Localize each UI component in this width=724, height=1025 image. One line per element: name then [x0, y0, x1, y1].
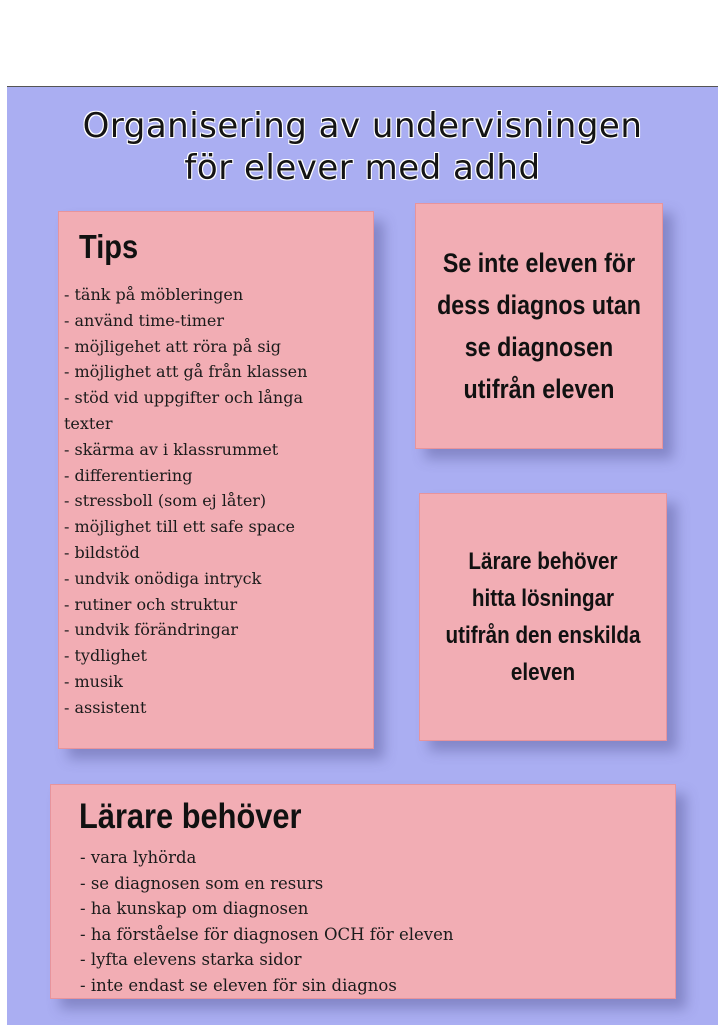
list-item: - möjligehet att röra på sig [64, 336, 281, 356]
list-item: - differentiering [64, 465, 193, 485]
tips-card [58, 211, 374, 749]
quote-text [437, 543, 649, 691]
teachers-card [50, 784, 676, 999]
quote-line: Se inte eleven för [442, 248, 636, 278]
title-line-1: Organisering av undervisningen [82, 106, 643, 146]
list-item: - möjlighet att gå från klassen [64, 362, 308, 382]
quote-text [433, 242, 645, 410]
list-item: - se diagnosen som en resurs [80, 873, 324, 893]
page-title [7, 105, 718, 189]
quote-line: hitta lösningar [471, 585, 615, 612]
list-item: - stöd vid uppgifter och långa [64, 388, 304, 408]
list-item: - använd time-timer [64, 310, 224, 330]
quote-card-solutions [419, 493, 667, 741]
poster [7, 86, 718, 1025]
list-item: - musik [64, 671, 123, 691]
title-line-2: för elever med adhd [184, 148, 541, 188]
quote-card-diagnosis [415, 203, 663, 449]
list-item: - bildstöd [64, 542, 140, 562]
quote-line: eleven [510, 659, 576, 686]
list-item: - ha förståelse för diagnosen OCH för eleven [80, 924, 454, 944]
list-item: - undvik onödiga intryck [64, 568, 262, 588]
list-item: - tydlighet [64, 646, 147, 666]
list-item: - möjlighet till ett safe space [64, 517, 295, 537]
list-item: - tänk på möbleringen [64, 285, 244, 304]
quote-line: Lärare behöver [468, 548, 618, 575]
list-item: - vara lyhörda [80, 848, 197, 867]
teachers-heading: Lärare behöver [79, 797, 302, 836]
list-item: - inte endast se eleven för sin diagnos [80, 975, 397, 995]
quote-line: utifrån den enskilda [445, 622, 641, 649]
tips-heading: Tips [79, 228, 139, 265]
list-item: - lyfta elevens starka sidor [80, 950, 302, 970]
list-item: - stressboll (som ej låter) [64, 491, 267, 511]
list-item: texter [64, 413, 113, 433]
list-item: - assistent [64, 697, 147, 717]
quote-line: dess diagnos utan [437, 290, 641, 320]
quote-line: se diagnosen [464, 332, 614, 362]
teachers-list [80, 845, 453, 999]
list-item: - ha kunskap om diagnosen [80, 899, 309, 919]
tips-list [64, 282, 369, 721]
list-item: - undvik förändringar [64, 620, 239, 640]
list-item: - skärma av i klassrummet [64, 439, 279, 459]
quote-line: utifrån eleven [463, 374, 615, 404]
list-item: - rutiner och struktur [64, 594, 238, 614]
